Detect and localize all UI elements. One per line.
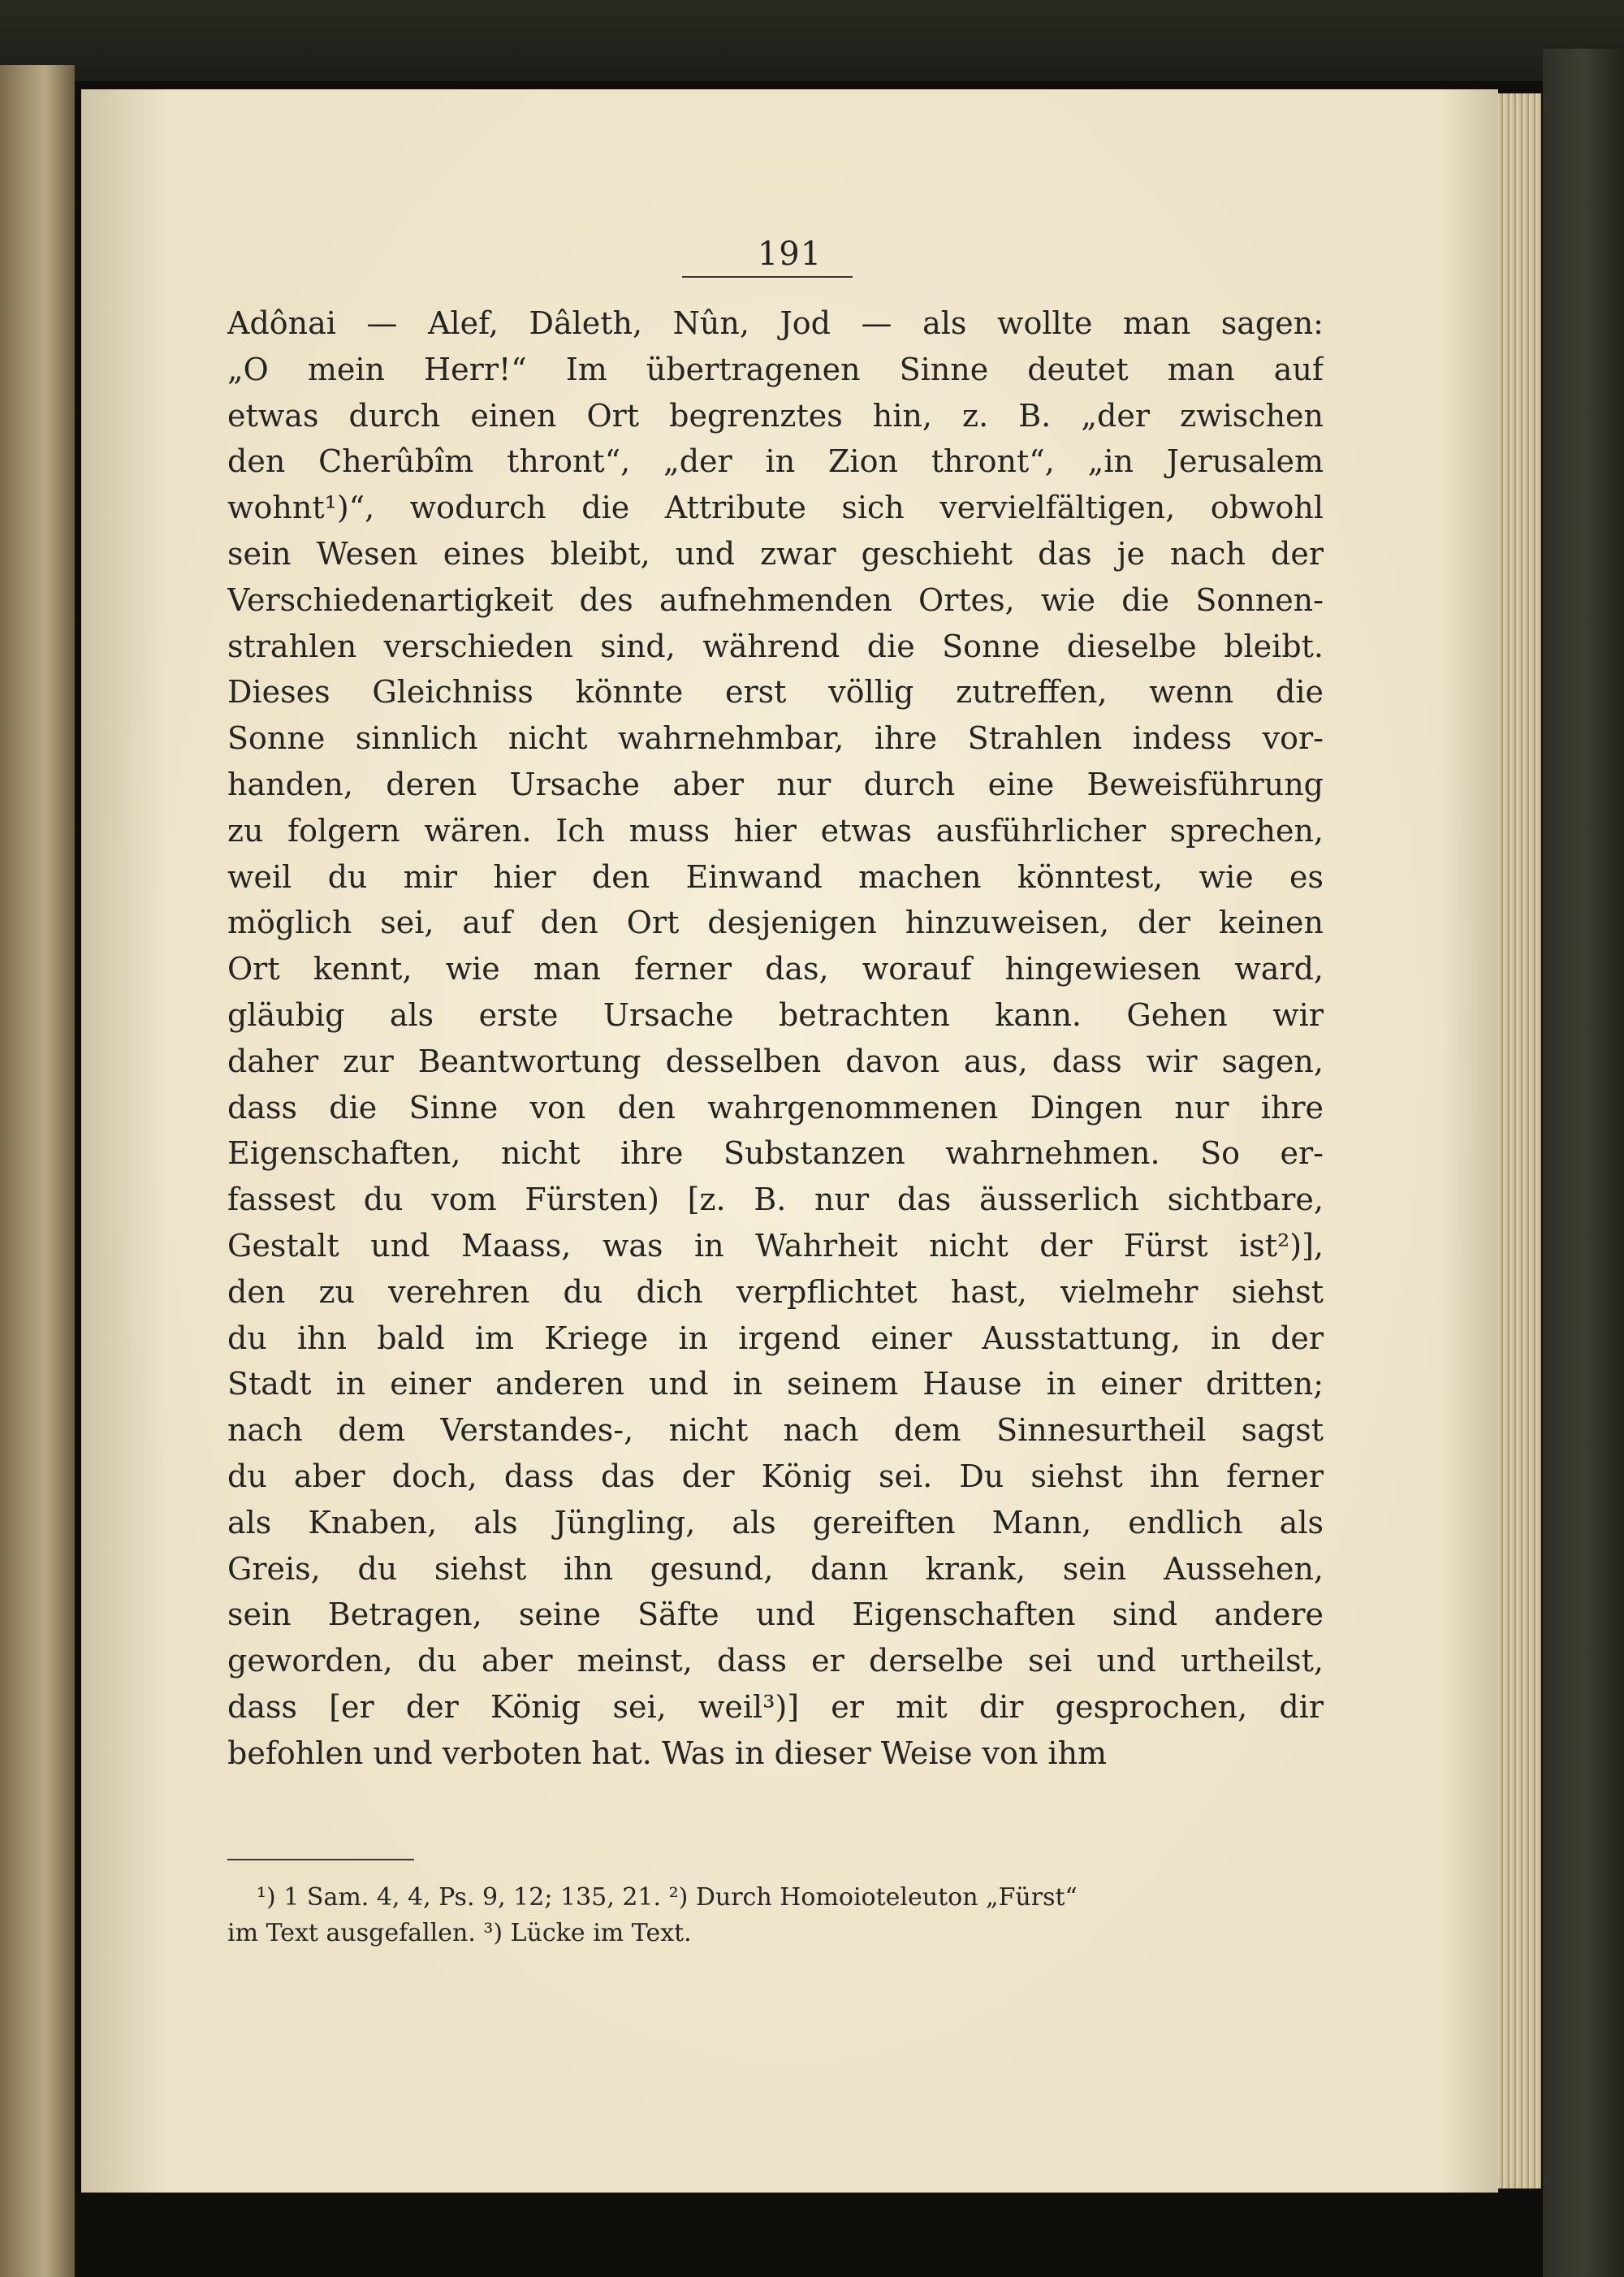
- page-number: 191: [757, 235, 823, 273]
- text-line: gläubig als erste Ursache betrachten kann. Gehen wir: [227, 996, 1324, 1033]
- text-line: Eigenschaften, nicht ihre Substanzen wahrnehmen. So er-: [227, 1135, 1324, 1172]
- footnote-rule: [227, 1859, 414, 1860]
- book-cover-top-edge: [0, 0, 1624, 81]
- text-line: zu folgern wären. Ich muss hier etwas ausführlicher sprechen,: [227, 812, 1324, 849]
- footnote-line: ¹) 1 Sam. 4, 4, Ps. 9, 12; 135, 21. ²) Durch Homoioteleuton „Fürst“: [257, 1883, 1078, 1912]
- body-text: [227, 300, 1324, 1777]
- text-line: etwas durch einen Ort begrenztes hin, z. B. „der zwischen: [227, 397, 1324, 434]
- facing-page-edge: [0, 65, 75, 2277]
- text-line: Ort kennt, wie man ferner das, worauf hingewiesen ward,: [227, 951, 1324, 987]
- text-line: geworden, du aber meinst, dass er derselbe sei und urtheilst,: [227, 1643, 1324, 1679]
- text-line: du ihn bald im Kriege in irgend einer Ausstattung, in der: [227, 1320, 1324, 1356]
- text-line: Gestalt und Maass, was in Wahrheit nicht der Fürst ist²)],: [227, 1227, 1324, 1264]
- text-line: dass die Sinne von den wahrgenommenen Dingen nur ihre: [227, 1089, 1324, 1126]
- text-line: nach dem Verstandes-, nicht nach dem Sinnesurtheil sagst: [227, 1412, 1324, 1449]
- footnotes: [227, 1880, 1324, 1951]
- text-line: Sonne sinnlich nicht wahrnehmbar, ihre Strahlen indess vor-: [227, 720, 1324, 757]
- text-line: wohnt¹)“, wodurch die Attribute sich vervielfältigen, obwohl: [227, 490, 1324, 526]
- text-line: Dieses Gleichniss könnte erst völlig zutreffen, wenn die: [227, 674, 1324, 711]
- text-line: möglich sei, auf den Ort desjenigen hinzuweisen, der keinen: [227, 905, 1324, 941]
- text-line: daher zur Beantwortung desselben davon aus, dass wir sagen,: [227, 1043, 1324, 1079]
- text-line: den Cherûbîm thront“, „der in Zion thront“, „in Jerusalem: [227, 443, 1324, 480]
- book-page: [81, 89, 1498, 2193]
- text-line: strahlen verschieden sind, während die Sonne dieselbe bleibt.: [227, 628, 1324, 664]
- text-line: sein Wesen eines bleibt, und zwar geschieht das je nach der: [227, 535, 1324, 572]
- header-rule: [682, 276, 853, 278]
- text-line: fassest du vom Fürsten) [z. B. nur das äusserlich sichtbare,: [227, 1182, 1324, 1218]
- text-line: als Knaben, als Jüngling, als gereiften Mann, endlich als: [227, 1504, 1324, 1540]
- text-line: „O mein Herr!“ Im übertragenen Sinne deutet man auf: [227, 351, 1324, 387]
- text-line: handen, deren Ursache aber nur durch eine Beweisführung: [227, 766, 1324, 802]
- text-line: weil du mir hier den Einwand machen könntest, wie es: [227, 858, 1324, 895]
- text-line: Stadt in einer anderen und in seinem Hause in einer dritten;: [227, 1366, 1324, 1402]
- text-line: sein Betragen, seine Säfte und Eigenschaften sind andere: [227, 1596, 1324, 1633]
- text-line: den zu verehren du dich verpflichtet hast, vielmehr siehst: [227, 1273, 1324, 1310]
- book-cover-right-edge: [1543, 49, 1624, 2277]
- footnote-line: im Text ausgefallen. ³) Lücke im Text.: [227, 1919, 692, 1947]
- text-line: dass [er der König sei, weil³)] er mit dir gesprochen, dir: [227, 1688, 1324, 1725]
- text-line: Greis, du siehst ihn gesund, dann krank, sein Aussehen,: [227, 1550, 1324, 1587]
- page-block-edges: [1492, 93, 1541, 2188]
- text-line: befohlen und verboten hat. Was in dieser Weise von ihm: [227, 1735, 1108, 1771]
- text-line: du aber doch, dass das der König sei. Du siehst ihn ferner: [227, 1458, 1324, 1494]
- text-line: Adônai — Alef, Dâleth, Nûn, Jod — als wollte man sagen:: [227, 305, 1324, 341]
- text-line: Verschiedenartigkeit des aufnehmenden Ortes, wie die Sonnen-: [227, 581, 1324, 618]
